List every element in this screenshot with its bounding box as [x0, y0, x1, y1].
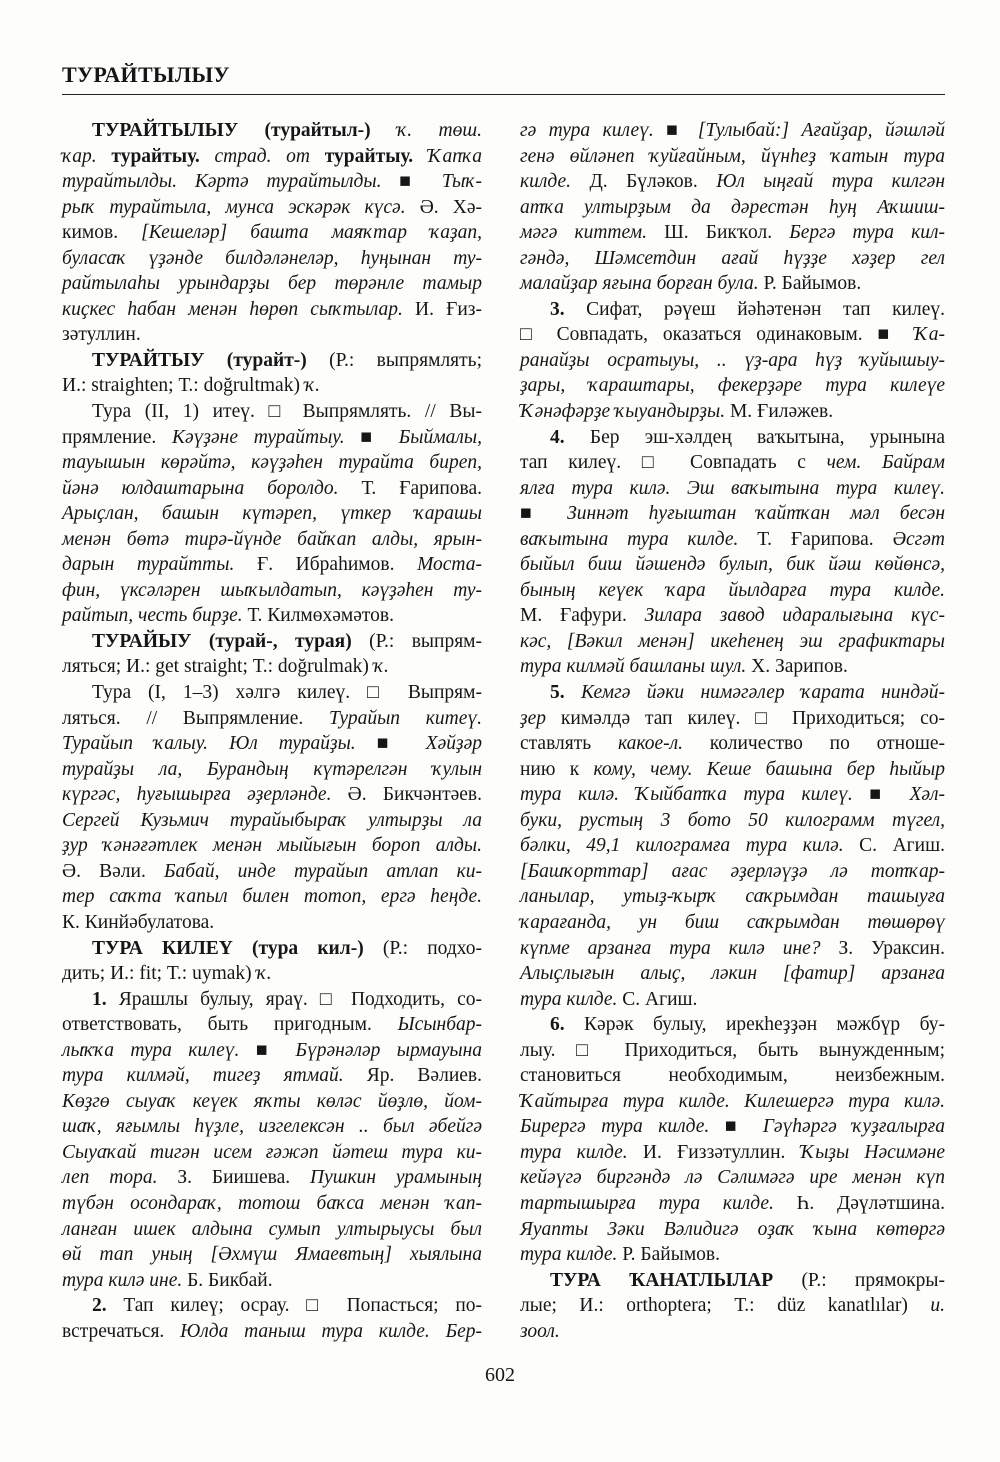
italic-text: [Тулыбай:] Ағайҙар, йәшләй [697, 120, 945, 141]
text-line [520, 118, 945, 144]
italic-text: ҡ. [373, 656, 389, 678]
text-line [520, 1114, 945, 1140]
italic-text: ранайҙы осратыуы, .. үҙ-ара һүҙ ҡуйышыу- [520, 349, 945, 371]
bold-text: 4. [550, 426, 590, 448]
roman-text: Т. Килмөхәмәтов. [247, 605, 395, 627]
text-line [520, 144, 945, 170]
roman-text: И. Ғиззәтуллин. [642, 1141, 801, 1163]
italic-text: Ҡапҡа [427, 145, 482, 167]
entry-paragraph [62, 348, 482, 399]
text-line [520, 1242, 945, 1268]
text-line [62, 527, 482, 553]
roman-text: Тура (II, 1) итеү. □ Выпрямлять. // Вы- [92, 401, 482, 423]
text-line [520, 578, 945, 604]
text-line [62, 552, 482, 578]
italic-text: ланған ишек алдына сумып ултырыусы был [62, 1218, 482, 1240]
italic-text: тура килде. [520, 988, 623, 1010]
text-line [62, 425, 482, 451]
entry-paragraph [62, 629, 482, 680]
text-line [520, 373, 945, 399]
text-line [520, 706, 945, 732]
entry-paragraph [62, 399, 482, 629]
roman-text: Ә. Бикчәнтәев. [347, 784, 482, 806]
italic-text: Пушкин урамының [310, 1167, 483, 1189]
italic-text: турайҙы ла, Бурандың күтәрелгән ҡулын [62, 758, 482, 780]
text-line [62, 859, 482, 885]
text-line [62, 1140, 482, 1166]
text-line [520, 399, 945, 425]
italic-text: быйыл биш йәшендә булып, бик йәш көйөнсә, [520, 554, 945, 576]
italic-text: Быймалы, [398, 426, 483, 448]
roman-text: □ Совпадать, оказаться одинаковым. ■ [520, 324, 915, 346]
text-line [520, 501, 945, 527]
text-line [62, 476, 482, 502]
italic-text: өй тап уның [Әхмүш Ямаевтың] хыялына [62, 1244, 482, 1266]
italic-text: ваҡытына тура килде. [520, 528, 758, 550]
text-line [62, 118, 482, 144]
text-line [62, 144, 482, 170]
entry-paragraph [520, 118, 945, 297]
bold-text: 5. [550, 682, 582, 704]
roman-text: С. Агиш. [859, 835, 945, 857]
italic-text: дарын турайтты. [62, 554, 257, 576]
bold-text: ТУРАЙТЫУ (турайт-) [92, 349, 330, 371]
text-line [62, 833, 482, 859]
entry-paragraph [62, 680, 482, 935]
bold-text: турайтыу. [324, 145, 428, 167]
italic-text: Яуапты Зәки Вәлидигә оҙаҡ ҡына көтөргә [520, 1218, 945, 1240]
text-line [62, 808, 482, 834]
italic-text: ҡарағанда, ун биш саҡрымдан төшөрөү [520, 911, 945, 933]
italic-text: Арыҫлан, башын күтәреп, үткер ҡарашы [62, 503, 482, 525]
text-line [62, 348, 482, 374]
roman-text: ■ [666, 120, 698, 141]
text-line [520, 1012, 945, 1038]
entry-paragraph [62, 1293, 482, 1344]
running-head: ТУРАЙТЫЛЫУ [62, 62, 230, 87]
italic-text: лыҡҡа тура килеү. [62, 1039, 256, 1061]
roman-text: ■ [360, 426, 399, 448]
bold-text: 3. [550, 298, 587, 320]
roman-text: Ғ. Ибраһимов. [256, 554, 418, 576]
bold-text: ТУРАЙЫУ (турай-, турая) [92, 630, 370, 652]
text-line [520, 782, 945, 808]
italic-text: Көҙгө сыуаҡ кеүек яҡты көләс йөҙлө, йом- [62, 1090, 482, 1112]
italic-text: страд. от [214, 145, 325, 167]
italic-text: ҡ. [304, 375, 321, 397]
text-line [520, 297, 945, 323]
italic-text: фин, үксәләрен шыҡылдатып, кәүҙәһен ту- [62, 579, 482, 601]
italic-text: Тыҡ- [441, 171, 482, 193]
italic-text: Турайып ҡалыу. Юл турайҙы. [62, 733, 377, 755]
italic-text: тура килде. [520, 1141, 643, 1163]
text-line [62, 246, 482, 272]
italic-text: Кемгә йәки нимәгәлер ҡарата ниндәй- [581, 682, 945, 704]
text-line [62, 629, 482, 655]
bold-text: 6. [550, 1014, 585, 1036]
text-line [520, 859, 945, 885]
roman-text: тап килеү. □ Совпадать с [520, 452, 827, 474]
italic-text: Бабай, инде турайып атлап ки- [164, 860, 482, 882]
text-line [520, 936, 945, 962]
text-line [520, 1038, 945, 1064]
roman-text: ■ [520, 503, 568, 525]
text-line [520, 833, 945, 859]
text-line [520, 348, 945, 374]
roman-text: Ә. Хә- [419, 196, 482, 218]
italic-text: мәгә киттем. [520, 222, 665, 244]
italic-text: гәндә, Шәмсетдин ағай һүҙҙе хәҙер гел [520, 247, 945, 269]
bold-text: 1. [92, 988, 119, 1010]
italic-text: күргәс, һуғышырға әҙерләнде. [62, 784, 348, 806]
italic-text: райтып, честь бирҙе. [62, 605, 248, 627]
text-line [520, 987, 945, 1013]
italic-text: тартышырға тура килде. [520, 1192, 797, 1214]
italic-text: тура килмәй башланы шул. [520, 656, 752, 678]
roman-text: становиться необходимым, неизбежным. [520, 1065, 945, 1087]
text-line [62, 654, 482, 680]
roman-text: Б. Бикбай. [187, 1269, 273, 1291]
italic-text: Бүрәнәләр ырмауына [295, 1039, 483, 1061]
right-column [520, 118, 945, 1344]
text-line [62, 195, 482, 221]
roman-text: М. Ғафури. [520, 605, 645, 627]
italic-text: Гәүһәргә ҡуҙғалырға [762, 1116, 945, 1138]
text-line [62, 884, 482, 910]
roman-text: Бер эш-хәлдең ваҡытына, урынына [589, 426, 945, 448]
text-line [62, 578, 482, 604]
italic-text: ялға тура килә. Эш ваҡытына тура килеү. [520, 477, 945, 499]
roman-text: (Р.: выпрям- [369, 630, 482, 652]
italic-text: бының кеүек ҡара йылдарға тура килде. [520, 579, 945, 601]
italic-text: и. [930, 1295, 945, 1317]
text-line [62, 271, 482, 297]
text-line [62, 1038, 482, 1064]
italic-text: Хәл- [909, 784, 946, 806]
left-column [62, 118, 482, 1344]
text-line [520, 654, 945, 680]
italic-text: Ҡәнәфәрҙе ҡыуандырҙы. [520, 401, 730, 423]
roman-text: ■ [869, 784, 910, 806]
italic-text: гә тура килеү. [520, 120, 667, 141]
text-line [62, 1293, 482, 1319]
italic-text: турайтылды. Кәртә турайтылды. [62, 171, 400, 193]
roman-text: Тап килеү; осрау. □ Попасться; по- [123, 1295, 483, 1317]
roman-text: ляться; И.: get straight; Т.: doğrulmak) [62, 656, 374, 678]
roman-text: Һ. Дәүләтшина. [796, 1192, 945, 1214]
italic-text: Ҡыҙы Нәсимәне [800, 1141, 945, 1163]
roman-text: ■ [724, 1116, 763, 1138]
italic-text: Бирергә тура килде. [520, 1116, 725, 1138]
text-line [520, 1191, 945, 1217]
roman-text: Р. Байымов. [622, 1244, 720, 1266]
text-line [62, 1191, 482, 1217]
italic-text: рыҡ турайтыла, мунса эскәрәк күсә. [62, 196, 420, 218]
entry-paragraph [520, 680, 945, 1012]
roman-text: ставлять [520, 733, 618, 755]
italic-text: килде. [520, 171, 590, 193]
roman-text: кимов. [62, 222, 142, 244]
italic-text: ланылар, утыҙ-ҡырҡ саҡрымдан ташыуға [520, 886, 945, 908]
text-line [62, 680, 482, 706]
text-line [62, 731, 482, 757]
roman-text: Ә. Вәли. [62, 860, 165, 882]
text-line [520, 271, 945, 297]
italic-text: тура килә ине. [62, 1269, 188, 1291]
italic-text: райтылаһы урындарҙы бер төрәнле тамыр [62, 273, 482, 295]
entry-paragraph [62, 936, 482, 987]
text-line [520, 808, 945, 834]
text-line [520, 220, 945, 246]
italic-text: менән бөтә тирә-йүнде байҡап алды, ярын- [62, 528, 482, 550]
italic-text: тура килмәй, тигеҙ ятмай. [62, 1065, 367, 1087]
text-line [520, 1165, 945, 1191]
italic-text: буки, рустың 3 бото 50 килограмм түгел, [520, 809, 945, 831]
roman-text: кимәлдә тап килеү. □ Приходиться; со- [560, 707, 946, 729]
entry-paragraph [520, 1012, 945, 1267]
bold-text: ТУРА ҠАНАТЛЫЛАР [550, 1269, 802, 1291]
bold-text: 2. [92, 1295, 124, 1317]
text-line [62, 1114, 482, 1140]
roman-text: Ярашлы булыу, яраү. □ Подходить, со- [118, 988, 483, 1010]
text-line [520, 527, 945, 553]
roman-text: ■ [376, 733, 426, 755]
italic-text: [Кешеләр] башта маяҡтар ҡаҙап, [141, 222, 482, 244]
text-line [520, 450, 945, 476]
roman-text: С. Агиш. [622, 988, 698, 1010]
page-number: 602 [485, 1364, 515, 1386]
italic-text: Моста- [417, 554, 482, 576]
italic-text: буласаҡ үҙәнде билдәләнеләр, һуңынан ту- [62, 247, 482, 269]
italic-text: йәнә юлдаштарына боролдо. [62, 477, 362, 499]
italic-text: Зилара завод идаралығына күс- [644, 605, 945, 627]
text-line [520, 910, 945, 936]
text-line [62, 501, 482, 527]
italic-text: түбән осондараҡ, тотош баҡса менән ҡап- [62, 1192, 482, 1214]
text-line [62, 373, 482, 399]
italic-text: ҙер [520, 707, 561, 729]
roman-text: ляться. // Выпрямление. [62, 707, 330, 729]
text-line [62, 987, 482, 1013]
italic-text: какое-л. [617, 733, 710, 755]
italic-text: Алыҫлығын алыҫ, ләкин [фатир] арзанға [520, 963, 945, 985]
roman-text: ■ [399, 171, 442, 193]
text-line [520, 1089, 945, 1115]
text-line [520, 322, 945, 348]
roman-text: З. Биишева. [177, 1167, 311, 1189]
roman-text: прямление. [62, 426, 173, 448]
text-line [62, 961, 482, 987]
italic-text: киҫкес һабан менән һөрөп сыҡтылар. [62, 298, 415, 320]
roman-text: Х. Зарипов. [751, 656, 848, 678]
roman-text: Кәрәк булыу, ирекһеҙҙән мәжбүр бу- [584, 1014, 946, 1036]
text-line [520, 425, 945, 451]
roman-text: Т. Ғарипова. [361, 477, 482, 499]
italic-text: генә өйләнеп ҡуйғайным, йүнһеҙ ҡатын тура [520, 145, 945, 167]
bold-text: ТУРА КИЛЕҮ (тура кил-) [92, 937, 383, 959]
roman-text: (Р.: прямокры- [801, 1269, 945, 1291]
text-line [520, 1293, 945, 1319]
italic-text: Бергә тура кил- [789, 222, 945, 244]
italic-text: Ҡа- [914, 324, 945, 346]
italic-text: күпме арзанға тура килә ине? [520, 937, 839, 959]
italic-text: ҡ. төш. [397, 120, 482, 141]
roman-text: (Р.: выпрямлять; [329, 349, 482, 371]
italic-text: ҙур ҡәнәғәтлек менән мыйығын бороп алды. [62, 835, 482, 857]
italic-text: тер саҡта ҡапыл билен тотоп, ергә һеңде. [62, 886, 482, 908]
bold-text: турайтыу. [111, 145, 215, 167]
roman-text: дить; И.: fit; Т.: uymak) [62, 963, 257, 985]
entry-paragraph [62, 118, 482, 348]
text-line [520, 1217, 945, 1243]
italic-text: тура килә. Ҡыйбатҡа тура килеү. [520, 784, 870, 806]
text-line [62, 1217, 482, 1243]
text-line [62, 169, 482, 195]
text-line [520, 552, 945, 578]
text-line [62, 297, 482, 323]
text-line [62, 1012, 482, 1038]
italic-text: леп тора. [62, 1167, 178, 1189]
roman-text: лыу. □ Приходиться, быть вынужденным; [520, 1039, 945, 1061]
text-line [520, 884, 945, 910]
text-line [62, 220, 482, 246]
italic-text: Хәйҙәр [425, 733, 483, 755]
italic-text: Ысынбар- [397, 1014, 482, 1036]
italic-text: кәс, [Вәкил менән] икеһенең эш графиктары [520, 630, 945, 652]
italic-text: ҙары, ҡараштары, фекерҙәре тура килеүе [520, 375, 945, 397]
italic-text: Сергей Кузьмич турайыбыраҡ ултырҙы ла [62, 809, 482, 831]
text-line [520, 169, 945, 195]
italic-text: Әсгәт [892, 528, 945, 550]
text-line [62, 706, 482, 732]
italic-text: Ҡайтырға тура килде. Килешергә тура килә. [520, 1090, 945, 1112]
text-line [62, 757, 482, 783]
entry-paragraph [62, 987, 482, 1294]
bold-text: ТУРАЙТЫЛЫУ (турайтыл-) [92, 120, 398, 141]
text-line [62, 1165, 482, 1191]
roman-text: З. Ураксин. [838, 937, 945, 959]
roman-text: И. Ғиз- [415, 298, 482, 320]
roman-text: нию к [520, 758, 594, 780]
text-line [62, 603, 482, 629]
italic-text: тауышын көрәйтә, кәүҙәһен турайта биреп, [62, 452, 482, 474]
roman-text: Яр. Вәлиев. [366, 1065, 482, 1087]
roman-text: Ш. Бикҡол. [664, 222, 790, 244]
italic-text: [Башҡорттар] ағас әҙерләүҙә лә тотҡар- [520, 860, 945, 882]
italic-text: атҡа ултырҙым да дәрестән һуң Аҡшиш- [520, 196, 945, 218]
text-line [62, 1268, 482, 1294]
italic-text: бәлки, 49,1 килограмға тура килә. [520, 835, 860, 857]
italic-text: Сыуаҡай тигән исем ғәжәп йәтеш тура ки- [62, 1141, 482, 1163]
text-line [520, 246, 945, 272]
roman-text: ■ [255, 1039, 296, 1061]
text-line [520, 1063, 945, 1089]
text-line [62, 936, 482, 962]
text-line [520, 603, 945, 629]
italic-text: Юлда таныш тура килде. Бер- [180, 1320, 482, 1342]
header-rule [62, 94, 945, 95]
text-line [62, 450, 482, 476]
roman-text: Д. Бүләков. [589, 171, 717, 193]
roman-text: И.: straighten; Т.: doğrultmak) [62, 375, 305, 397]
entry-paragraph [520, 297, 945, 425]
roman-text: Р. Байымов. [763, 273, 862, 295]
text-line [520, 1268, 945, 1294]
roman-text: (Р.: подхо- [382, 937, 482, 959]
roman-text: зәтуллин. [62, 324, 141, 346]
text-line [62, 399, 482, 425]
italic-text: чем. Байрам [826, 452, 945, 474]
italic-text: ҡар. [62, 145, 112, 167]
roman-text: лые; И.: orthoptera; Т.: düz kanatlılar) [520, 1295, 931, 1317]
italic-text: Юл ыңғай тура килгән [716, 171, 945, 193]
text-line [520, 1319, 945, 1345]
italic-text: шаҡ, яғымлы һүҙле, изгелексән .. был әбейгә [62, 1116, 482, 1138]
italic-text: Зиннәт һуғыштан ҡайтҡан мәл бесән [567, 503, 945, 525]
italic-text: Кәүҙәне турайтыу. [172, 426, 361, 448]
roman-text: К. Кинйәбулатова. [62, 911, 215, 933]
text-line [520, 731, 945, 757]
roman-text: ответствовать, быть пригодным. [62, 1014, 398, 1036]
italic-text: ҡ. [256, 963, 272, 985]
text-line [62, 910, 482, 936]
text-line [62, 1319, 482, 1345]
text-line [62, 1063, 482, 1089]
text-line [520, 757, 945, 783]
text-line [62, 1089, 482, 1115]
roman-text: Т. Ғарипова. [757, 528, 893, 550]
text-line [520, 680, 945, 706]
text-line [520, 195, 945, 221]
text-line [62, 782, 482, 808]
roman-text: Сифат, рәүеш йәһәтенән тап килеү. [586, 298, 946, 320]
roman-text: Тура (I, 1–3) хәлгә килеү. □ Выпрям- [92, 682, 482, 704]
italic-text: кому, чему. Кеше башына бер һыйыр [593, 758, 945, 780]
italic-text: зоол. [520, 1320, 560, 1342]
text-line [520, 961, 945, 987]
text-line [520, 629, 945, 655]
italic-text: кейәүгә биргәндә лә Сәлимәгә ире менән күп [520, 1167, 945, 1189]
roman-text: встречаться. [62, 1320, 181, 1342]
text-line [62, 322, 482, 348]
italic-text: тура килде. [520, 1244, 623, 1266]
italic-text: Турайып китеү. [329, 707, 482, 729]
italic-text: малайҙар яғына борған була. [520, 273, 764, 295]
roman-text: количество по отноше- [709, 733, 946, 755]
entry-paragraph [520, 425, 945, 680]
text-line [62, 1242, 482, 1268]
text-line [520, 1140, 945, 1166]
text-line [520, 476, 945, 502]
roman-text: М. Ғиләжев. [729, 401, 834, 423]
entry-paragraph [520, 1268, 945, 1345]
